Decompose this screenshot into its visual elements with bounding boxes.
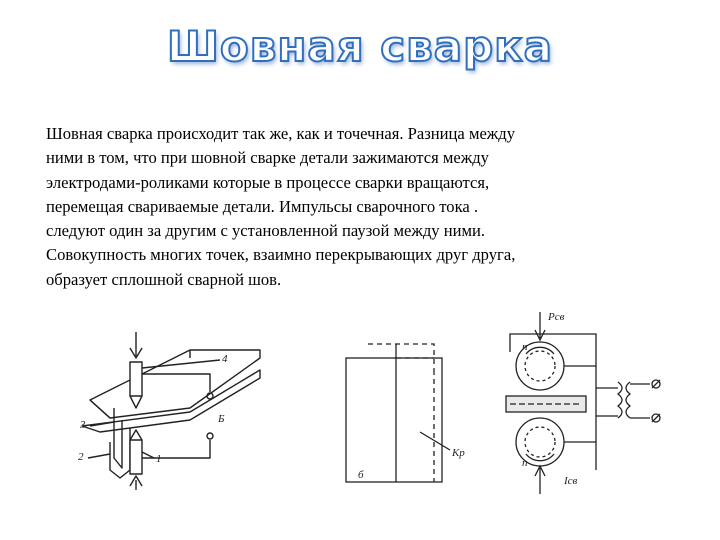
body-line: электродами-роликами которые в процессе сварки вращаются, bbox=[46, 172, 490, 192]
label-n-bottom: п bbox=[522, 457, 528, 469]
label-4: 4 bbox=[222, 353, 228, 365]
lower-electrode bbox=[130, 440, 142, 474]
force-arrow-up bbox=[130, 476, 142, 490]
upper-electrode bbox=[130, 362, 142, 396]
label-b: Б bbox=[218, 413, 225, 425]
body-line: ними в том, что при шовной сварке детали зажимаются между bbox=[46, 148, 489, 168]
label-n-top: п bbox=[522, 341, 528, 353]
label-kr: Кр bbox=[452, 447, 465, 459]
force-arrow-bottom bbox=[535, 466, 545, 494]
label-force: Рсв bbox=[548, 311, 565, 323]
body-line: Совокупность многих точек, взаимно перекрывающих друг друга, bbox=[46, 245, 516, 265]
label-1: 1 bbox=[156, 453, 162, 465]
plate-outline bbox=[346, 358, 442, 482]
label-2: 2 bbox=[78, 451, 84, 463]
label-current: Iсв bbox=[564, 475, 578, 487]
label-3: 3 bbox=[80, 419, 86, 431]
body-line: Шовная сварка происходит так же, как и точечная. Разница между bbox=[46, 124, 516, 143]
seam-welding-schematic bbox=[70, 330, 270, 495]
body-text bbox=[46, 122, 666, 292]
transformer-coil bbox=[618, 382, 622, 418]
terminal-bottom bbox=[207, 433, 213, 439]
upper-plate bbox=[90, 350, 260, 418]
roller-electrodes-diagram bbox=[500, 308, 700, 498]
force-arrow-top bbox=[535, 312, 545, 340]
force-arrow-down bbox=[130, 332, 142, 358]
body-line: перемещая свариваемые детали. Импульсы сварочного тока . bbox=[46, 196, 479, 216]
body-line: следуют один за другим с установленной паузой между ними. bbox=[46, 221, 486, 241]
body-line: образует сплошной сварной шов. bbox=[46, 269, 282, 289]
slide-title: Шовная сварка bbox=[167, 22, 553, 71]
label-b-small: б bbox=[358, 469, 364, 481]
overlap-plates-diagram bbox=[338, 340, 483, 490]
